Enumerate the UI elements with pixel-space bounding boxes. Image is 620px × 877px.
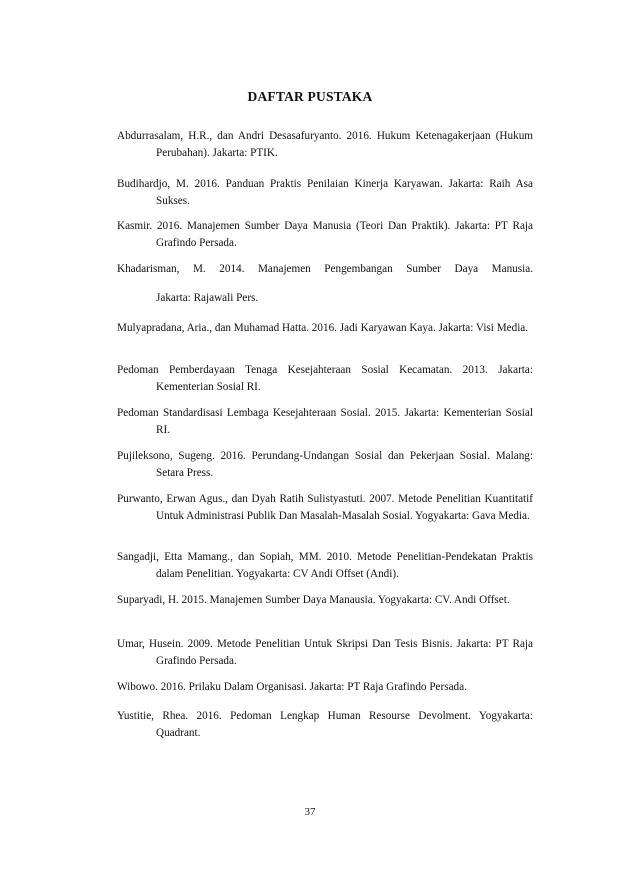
reference-entry: Mulyapradana, Aria., dan Muhamad Hatta. 2016. Jadi Karyawan Kaya. Jakarta: Visi Media.	[117, 322, 529, 334]
reference-entry: Pedoman Pemberdayaan Tenaga Kesejahteraan Sosial Kecamatan. 2013. Jakarta: Kementerian Sosial RI.	[117, 364, 533, 393]
reference-entry: Sangadji, Etta Mamang., dan Sopiah, MM. 2010. Metode Penelitian-Pendekatan Praktis dalam Penelitian. Yogyakarta: CV Andi Offset (Andi).	[117, 551, 533, 580]
reference-entry: Kasmir. 2016. Manajemen Sumber Daya Manusia (Teori Dan Praktik). Jakarta: PT Raja Grafindo Persada.	[117, 220, 533, 249]
reference-entry: Umar, Husein. 2009. Metode Penelitian Untuk Skripsi Dan Tesis Bisnis. Jakarta: PT Raja Grafindo Persada.	[117, 638, 533, 667]
reference-entry: Yustitie, Rhea. 2016. Pedoman Lengkap Human Resourse Devolment. Yogyakarta: Quadrant.	[117, 710, 533, 739]
reference-entry: Budihardjo, M. 2016. Panduan Praktis Penilaian Kinerja Karyawan. Jakarta: Raih Asa Sukses.	[117, 178, 533, 207]
reference-entry: Pujileksono, Sugeng. 2016. Perundang-Undangan Sosial dan Pekerjaan Sosial. Malang: Setara Press.	[117, 450, 533, 479]
reference-entry: Abdurrasalam, H.R., dan Andri Desasafuryanto. 2016. Hukum Ketenagakerjaan (Hukum Perubahan). Jakarta: PTIK.	[117, 130, 533, 159]
reference-entry-continuation: Jakarta: Rajawali Pers.	[156, 292, 259, 304]
reference-entry: Khadarisman, M. 2014. Manajemen Pengembangan Sumber Daya Manusia.	[117, 263, 533, 275]
page-number: 37	[304, 806, 316, 818]
reference-entry: Purwanto, Erwan Agus., dan Dyah Ratih Sulistyastuti. 2007. Metode Penelitian Kuantitatif Untuk Administrasi Publik Dan Masalah-Masalah Sosial. Yogyakarta: Gava Media.	[117, 493, 533, 522]
reference-entry: Pedoman Standardisasi Lembaga Kesejahteraan Sosial. 2015. Jakarta: Kementerian Sosial RI.	[117, 407, 533, 436]
page-title: DAFTAR PUSTAKA	[247, 89, 373, 104]
reference-entry: Suparyadi, H. 2015. Manajemen Sumber Daya Manausia. Yogyakarta: CV. Andi Offset.	[117, 594, 510, 606]
reference-entry: Wibowo. 2016. Prilaku Dalam Organisasi. Jakarta: PT Raja Grafindo Persada.	[117, 681, 467, 693]
